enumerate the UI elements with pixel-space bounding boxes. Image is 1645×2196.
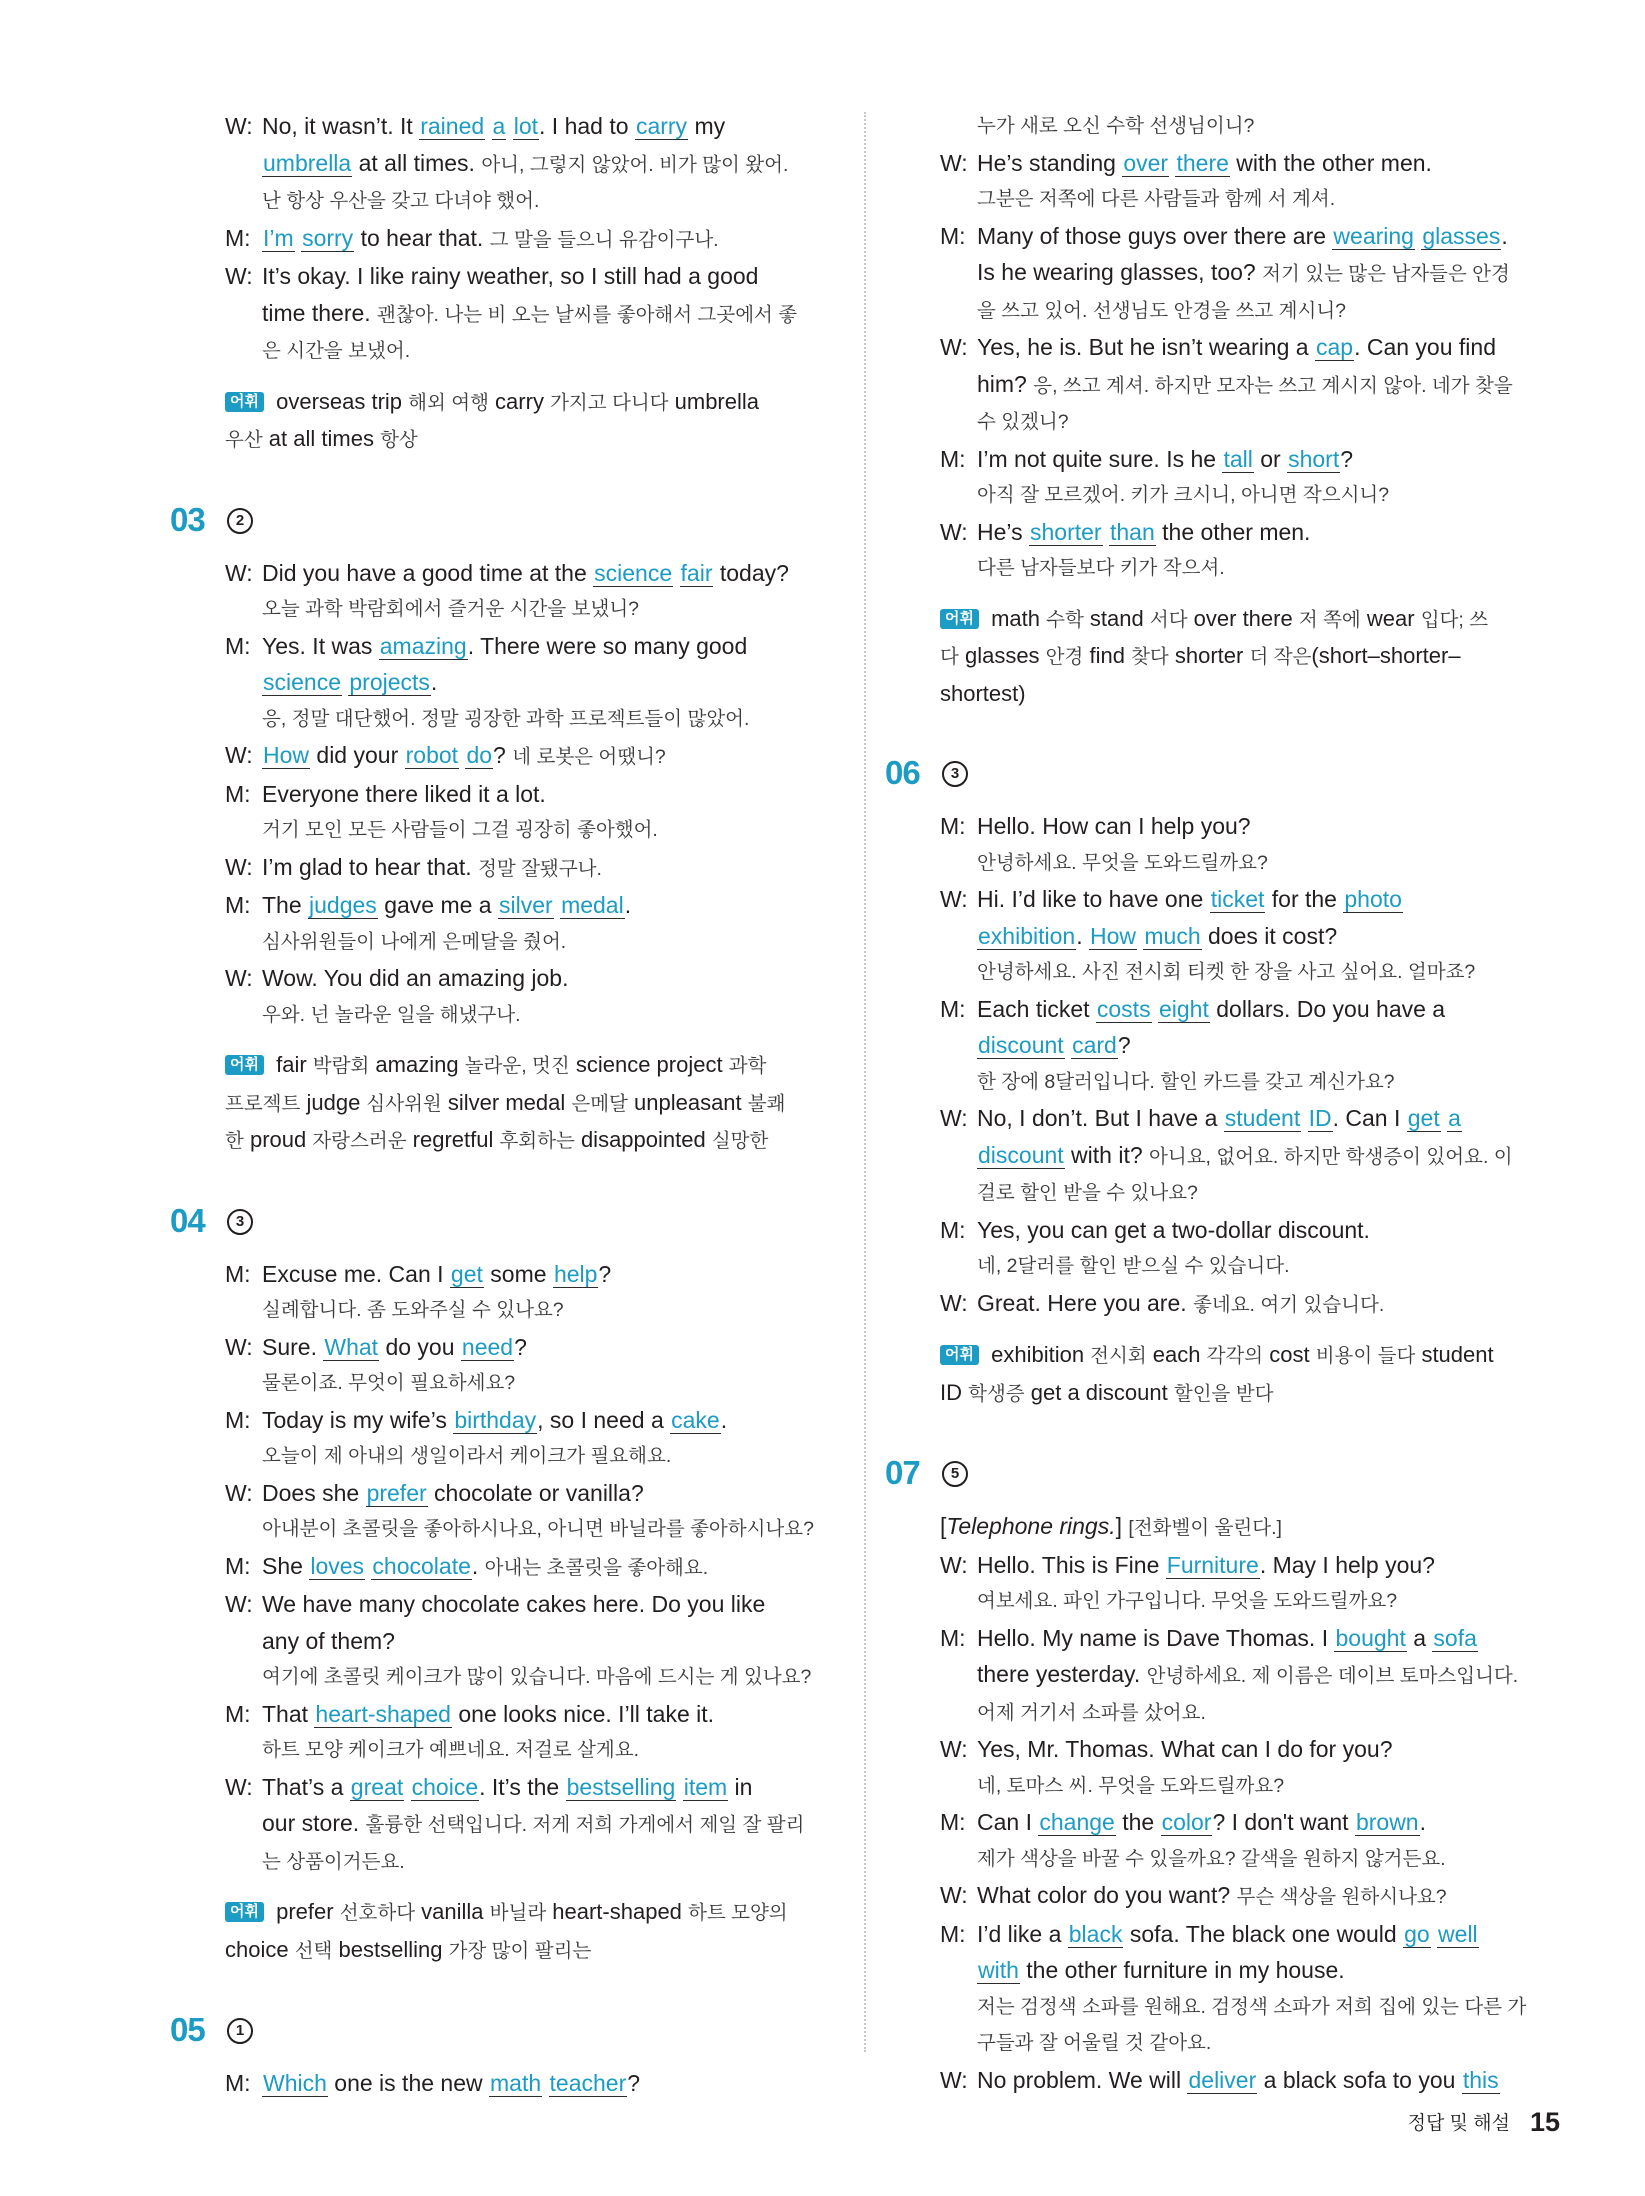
korean-translation: 저는 검정색 소파를 원해요. 검정색 소파가 저희 집에 있는 다른 가 bbox=[977, 1995, 1527, 2018]
question-number: 05 bbox=[170, 2011, 205, 2048]
blank-answer: cap bbox=[1315, 334, 1354, 360]
dialogue-continuation: discount with it? 아니요, 없어요. 하지만 학생증이 있어요. 이 bbox=[978, 1141, 1513, 1168]
blank-answer: change bbox=[1039, 1809, 1115, 1835]
dialogue-line: W: Great. Here you are. 좋네요. 여기 있습니다. bbox=[940, 1289, 1385, 1316]
blank-answer: amazing bbox=[379, 632, 467, 659]
footer-label: 정답 및 해설 bbox=[1407, 2113, 1510, 2134]
dialogue-line: W: Hi. I’d like to have one ticket for the photo bbox=[940, 886, 1402, 912]
dialogue-line: W: He’s standing over there with the other men. bbox=[940, 149, 1432, 176]
dialogue-line: W: Wow. You did an amazing job. bbox=[225, 965, 569, 991]
korean-translation: 걸로 할인 받을 수 있나요? bbox=[977, 1182, 1198, 1204]
dialogue-line: M: Many of those guys over there are wearing glasses. bbox=[940, 222, 1508, 249]
blank-answer: carry bbox=[635, 113, 688, 139]
korean-translation: 난 항상 우산을 갖고 다녀야 했어. bbox=[262, 190, 540, 212]
dialogue-line: W: Hello. This is Fine Furniture. May I help you? bbox=[940, 1551, 1435, 1578]
blank-answer: sofa bbox=[1433, 1624, 1477, 1651]
dialogue-line: M: Hello. How can I help you? bbox=[940, 813, 1251, 839]
blank-answer: math bbox=[490, 2070, 542, 2096]
answer-circle: 5 bbox=[942, 1461, 968, 1487]
korean-translation: 안녕하세요. 사진 전시회 티켓 한 장을 사고 싶어요. 얼마죠? bbox=[977, 961, 1476, 983]
blank-answer: fair bbox=[680, 559, 713, 586]
blank-answer: umbrella bbox=[263, 149, 352, 176]
korean-translation: 수 있겠니? bbox=[977, 411, 1069, 433]
blank-answer: chocolate bbox=[372, 1552, 471, 1579]
korean-translation: 아직 잘 모르겠어. 키가 크시니, 아니면 작으시니? bbox=[977, 484, 1390, 506]
q03-section bbox=[170, 495, 835, 1160]
blank-answer: need bbox=[461, 1333, 514, 1360]
dialogue-line: M: That heart-shaped one looks nice. I’ll take it. bbox=[225, 1700, 715, 1727]
blank-answer: judges bbox=[309, 892, 377, 918]
blank-answer: robot bbox=[405, 742, 459, 768]
korean-translation: 구들과 잘 어울릴 것 같아요. bbox=[977, 2032, 1212, 2054]
blank-answer: help bbox=[553, 1260, 598, 1287]
blank-answer: photo bbox=[1344, 886, 1402, 912]
blank-answer: than bbox=[1109, 518, 1155, 545]
korean-translation: 심사위원들이 나에게 은메달을 줬어. bbox=[262, 930, 567, 953]
question-number: 06 bbox=[885, 754, 920, 791]
blank-answer: bought bbox=[1335, 1624, 1406, 1651]
korean-translation: 응, 정말 대단했어. 정말 굉장한 과학 프로젝트들이 많았어. bbox=[262, 707, 750, 730]
q07-section bbox=[885, 1448, 1550, 2098]
vocab-box: 어휘 prefer 선호하다 vanilla 바닐라 heart-shaped 하트 모양의 choice 선택 bestselling 가장 많이 팔리는 bbox=[225, 1899, 788, 1962]
blank-answer: choice bbox=[411, 1773, 479, 1800]
korean-translation: 을 쓰고 있어. 선생님도 안경을 쓰고 계시니? bbox=[977, 299, 1346, 322]
dialogue-line: W: How did your robot do? 네 로봇은 어땠니? bbox=[225, 742, 666, 768]
dialogue-line: W: That’s a great choice. It’s the bestselling item in bbox=[225, 1773, 753, 1800]
q06-section bbox=[885, 748, 1550, 1412]
dialogue-continuation: time there. 괜찮아. 나는 비 오는 날씨를 좋아해서 그곳에서 좋 bbox=[262, 299, 798, 326]
blank-answer: Which bbox=[263, 2070, 327, 2096]
blank-answer: science bbox=[263, 669, 341, 695]
blank-answer: there bbox=[1176, 149, 1229, 176]
dialogue-continuation: any of them? bbox=[262, 1627, 395, 1654]
blank-answer: black bbox=[1068, 1920, 1123, 1947]
blank-answer: much bbox=[1144, 922, 1201, 949]
vocab-box: 어휘 exhibition 전시회 each 각각의 cost 비용이 들다 student ID 학생증 get a discount 할인을 받다 bbox=[940, 1342, 1494, 1405]
blank-answer: card bbox=[1072, 1032, 1117, 1058]
dialogue-line: W: Yes, Mr. Thomas. What can I do for you? bbox=[940, 1736, 1393, 1762]
dialogue-continuation: him? 응, 쓰고 계셔. 하지만 모자는 쓰고 계시지 않아. 네가 찾을 bbox=[977, 370, 1513, 397]
blank-answer: discount bbox=[978, 1141, 1064, 1168]
stage-direction: [Telephone rings.] [전화벨이 울린다.] bbox=[940, 1513, 1282, 1539]
blank-answer: I’m bbox=[263, 224, 294, 251]
korean-translation: 실례합니다. 좀 도와주실 수 있나요? bbox=[262, 1299, 564, 1321]
vocab-tag: 어휘 bbox=[940, 1345, 979, 1365]
dialogue-line: M: Today is my wife’s birthday, so I need a cake. bbox=[225, 1406, 728, 1433]
dialogue-continuation: there yesterday. 안녕하세요. 제 이름은 데이브 토마스입니다. bbox=[977, 1661, 1519, 1687]
question-header bbox=[170, 1196, 835, 1246]
blank-answer: get bbox=[1407, 1105, 1440, 1131]
column-divider bbox=[864, 112, 866, 2052]
blank-answer: a bbox=[1448, 1105, 1461, 1131]
korean-translation: 한 장에 8달러입니다. 할인 카드를 갖고 계신가요? bbox=[977, 1070, 1395, 1093]
q05-continuation bbox=[940, 108, 1550, 712]
dialogue-line: M: I’m not quite sure. Is he tall or short? bbox=[940, 445, 1354, 472]
dialogue-line: W: I’m glad to hear that. 정말 잘됐구나. bbox=[225, 853, 602, 880]
korean-translation: 하트 모양 케이크가 예쁘네요. 저걸로 살게요. bbox=[262, 1739, 639, 1761]
dialogue-line: W: Did you have a good time at the science fair today? bbox=[225, 559, 789, 586]
dialogue-line: M: Everyone there liked it a lot. bbox=[225, 780, 546, 807]
blank-answer: get bbox=[450, 1260, 483, 1287]
blank-answer: What bbox=[324, 1333, 379, 1360]
korean-translation: 아내분이 초콜릿을 좋아하시나요, 아니면 바닐라를 좋아하시나요? bbox=[262, 1518, 814, 1540]
dialogue-line: M: The judges gave me a silver medal. bbox=[225, 892, 632, 918]
blank-answer: science bbox=[594, 559, 673, 586]
blank-answer: rained bbox=[420, 113, 485, 139]
dialogue-line: M: Excuse me. Can I get some help? bbox=[225, 1260, 612, 1287]
vocab-box: 어휘 fair 박람회 amazing 놀라운, 멋진 science project 과학 프로젝트 judge 심사위원 silver medal 은메달 unpleasant 불쾌 한 proud 자랑스러운 regretful 후회하는 disappointed 실망한 bbox=[225, 1052, 786, 1152]
question-header bbox=[885, 748, 1550, 798]
blank-answer: silver bbox=[499, 892, 553, 918]
blank-answer: bestselling bbox=[566, 1773, 676, 1800]
dialogue-line: W: Sure. What do you need? bbox=[225, 1333, 527, 1360]
korean-translation: 오늘 과학 박람회에서 즐거운 시간을 보냈니? bbox=[262, 598, 639, 620]
blank-answer: wearing bbox=[1333, 222, 1414, 249]
dialogue-line: W: No, it wasn’t. It rained a lot. I had to carry my bbox=[225, 113, 726, 139]
answer-circle: 3 bbox=[227, 1209, 253, 1235]
dialogue-line: M: Can I change the color? I don't want brown. bbox=[940, 1809, 1426, 1835]
dialogue-line: M: Yes, you can get a two-dollar discount. bbox=[940, 1216, 1370, 1243]
q05-section bbox=[170, 2005, 835, 2102]
blank-answer: brown bbox=[1355, 1809, 1419, 1835]
korean-translation: 안녕하세요. 무엇을 도와드릴까요? bbox=[977, 851, 1268, 874]
dialogue-line: W: He’s shorter than the other men. bbox=[940, 518, 1311, 545]
blank-answer: discount bbox=[978, 1032, 1064, 1058]
vocab-tag: 어휘 bbox=[225, 392, 264, 412]
blank-answer: exhibition bbox=[978, 922, 1076, 949]
dialogue-continuation: Is he wearing glasses, too? 저기 있는 많은 남자들은 안경 bbox=[977, 259, 1510, 285]
korean-translation: 다른 남자들보다 키가 작으셔. bbox=[977, 557, 1225, 579]
blank-answer: deliver bbox=[1188, 2066, 1257, 2093]
right-column bbox=[885, 108, 1550, 2098]
blank-answer: ID bbox=[1308, 1105, 1332, 1131]
blank-answer: teacher bbox=[549, 2070, 627, 2096]
dialogue-line: W: No, I don’t. But I have a student ID. Can I get a bbox=[940, 1105, 1461, 1131]
blank-answer: prefer bbox=[366, 1479, 427, 1506]
answer-circle: 3 bbox=[942, 761, 968, 787]
question-header bbox=[885, 1448, 1550, 1498]
korean-translation: 여기에 초콜릿 케이크가 많이 있습니다. 마음에 드시는 게 있나요? bbox=[262, 1666, 812, 1688]
question-header bbox=[170, 2005, 835, 2055]
dialogue-continuation: exhibition. How much does it cost? bbox=[978, 922, 1338, 949]
korean-translation: 여보세요. 파인 가구입니다. 무엇을 도와드릴까요? bbox=[977, 1590, 1398, 1612]
page-footer bbox=[1408, 2107, 1560, 2138]
blank-answer: birthday bbox=[454, 1406, 537, 1433]
q02-continuation bbox=[225, 108, 835, 459]
dialogue-continuation: umbrella at all times. 아니, 그렇지 않았어. 비가 많이 왔어. bbox=[263, 149, 789, 176]
blank-answer: well bbox=[1438, 1920, 1478, 1947]
blank-answer: projects bbox=[349, 669, 430, 695]
dialogue-line: W: Yes, he is. But he isn’t wearing a cap. Can you find bbox=[940, 334, 1496, 360]
page-number: 15 bbox=[1529, 2107, 1560, 2137]
blank-answer: tall bbox=[1223, 445, 1253, 472]
blank-answer: over bbox=[1123, 149, 1169, 176]
dialogue-line: M: Hello. My name is Dave Thomas. I bought a sofa bbox=[940, 1624, 1477, 1651]
blank-answer: item bbox=[683, 1773, 728, 1800]
dialogue-line: W: What color do you want? 무슨 색상을 원하시나요? bbox=[940, 1882, 1447, 1908]
korean-translation: 어제 거기서 소파를 샀어요. bbox=[977, 1701, 1206, 1724]
blank-answer: this bbox=[1462, 2066, 1499, 2093]
dialogue-line: W: No problem. We will deliver a black sofa to you this bbox=[940, 2066, 1499, 2093]
korean-translation: 제가 색상을 바꿀 수 있을까요? 갈색을 원하지 않거든요. bbox=[977, 1847, 1446, 1870]
blank-answer: a bbox=[492, 113, 506, 139]
question-number: 04 bbox=[170, 1201, 205, 1239]
blank-answer: How bbox=[1089, 922, 1136, 949]
vocab-tag: 어휘 bbox=[225, 1055, 264, 1075]
question-number: 03 bbox=[170, 500, 205, 538]
blank-answer: color bbox=[1161, 1809, 1212, 1835]
korean-translation: 그분은 저쪽에 다른 사람들과 함께 서 계셔. bbox=[977, 188, 1336, 210]
blank-answer: eight bbox=[1158, 995, 1209, 1022]
vocab-tag: 어휘 bbox=[225, 1902, 264, 1922]
dialogue-line: M: Which one is the new math teacher? bbox=[225, 2070, 641, 2096]
korean-translation: 네, 토마스 씨. 무엇을 도와드릴까요? bbox=[977, 1774, 1285, 1797]
dialogue-line: M: Yes. It was amazing. There were so many good bbox=[225, 632, 748, 659]
korean-translation: 는 상품이거든요. bbox=[262, 1850, 405, 1873]
dialogue-line: M: She loves chocolate. 아내는 초콜릿을 좋아해요. bbox=[225, 1552, 709, 1579]
question-header bbox=[170, 495, 835, 545]
answer-circle: 1 bbox=[227, 2018, 253, 2044]
korean-translation: 우와. 넌 놀라운 일을 해냈구나. bbox=[262, 1003, 521, 1026]
dialogue-continuation: discount card? bbox=[978, 1032, 1131, 1058]
dialogue-line: M: I’m sorry to hear that. 그 말을 들으니 유감이구나. bbox=[225, 224, 719, 251]
korean-translation: 물론이죠. 무엇이 필요하세요? bbox=[262, 1372, 516, 1394]
korean-translation: 오늘이 제 아내의 생일이라서 케이크가 필요해요. bbox=[262, 1445, 672, 1467]
dialogue-line: M: Each ticket costs eight dollars. Do you have a bbox=[940, 995, 1446, 1022]
blank-answer: go bbox=[1404, 1920, 1430, 1947]
question-number: 07 bbox=[885, 1454, 920, 1491]
blank-answer: short bbox=[1288, 445, 1340, 472]
dialogue-line: W: We have many chocolate cakes here. Do you like bbox=[225, 1591, 766, 1617]
blank-answer: sorry bbox=[302, 224, 354, 251]
blank-answer: How bbox=[263, 742, 310, 768]
dialogue-continuation: our store. 훌륭한 선택입니다. 저게 저희 가게에서 제일 잘 팔리 bbox=[262, 1810, 805, 1836]
vocab-tag: 어휘 bbox=[940, 609, 979, 629]
blank-answer: costs bbox=[1096, 995, 1151, 1022]
dialogue-continuation: with the other furniture in my house. bbox=[978, 1957, 1345, 1983]
blank-answer: student bbox=[1224, 1105, 1301, 1131]
dialogue-line: W: Does she prefer chocolate or vanilla? bbox=[225, 1479, 644, 1506]
blank-answer: do bbox=[466, 742, 493, 768]
blank-answer: cake bbox=[671, 1406, 720, 1433]
vocab-box: 어휘 math 수학 stand 서다 over there 저 쪽에 wear 입다; 쓰 다 glasses 안경 find 찾다 shorter 더 작은(short–shorter– shortest) bbox=[940, 605, 1489, 706]
blank-answer: medal bbox=[561, 892, 624, 918]
korean-translation: 은 시간을 보냈어. bbox=[262, 340, 411, 362]
vocab-box: 어휘 overseas trip 해외 여행 carry 가지고 다니다 umbrella 우산 at all times 항상 bbox=[225, 388, 759, 451]
blank-answer: loves bbox=[310, 1552, 365, 1579]
korean-translation: 거기 모인 모든 사람들이 그걸 굉장히 좋아했어. bbox=[262, 819, 658, 841]
blank-answer: heart-shaped bbox=[315, 1700, 451, 1727]
korean-translation: 네, 2달러를 할인 받으실 수 있습니다. bbox=[977, 1255, 1290, 1277]
blank-answer: Furniture bbox=[1166, 1551, 1259, 1578]
dialogue-continuation: science projects. bbox=[263, 669, 438, 695]
left-column bbox=[170, 108, 835, 2102]
q04-section bbox=[170, 1196, 835, 1970]
korean-translation: 누가 새로 오신 수학 선생님이니? bbox=[977, 115, 1255, 137]
dialogue-line: M: I’d like a black sofa. The black one would go well bbox=[940, 1920, 1478, 1947]
blank-answer: shorter bbox=[1030, 518, 1102, 545]
blank-answer: ticket bbox=[1210, 886, 1265, 912]
dialogue-line: W: It’s okay. I like rainy weather, so I still had a good bbox=[225, 263, 759, 289]
answer-circle: 2 bbox=[227, 508, 253, 534]
blank-answer: lot bbox=[513, 113, 539, 139]
blank-answer: glasses bbox=[1422, 222, 1501, 249]
blank-answer: great bbox=[350, 1773, 404, 1800]
blank-answer: with bbox=[978, 1957, 1019, 1983]
